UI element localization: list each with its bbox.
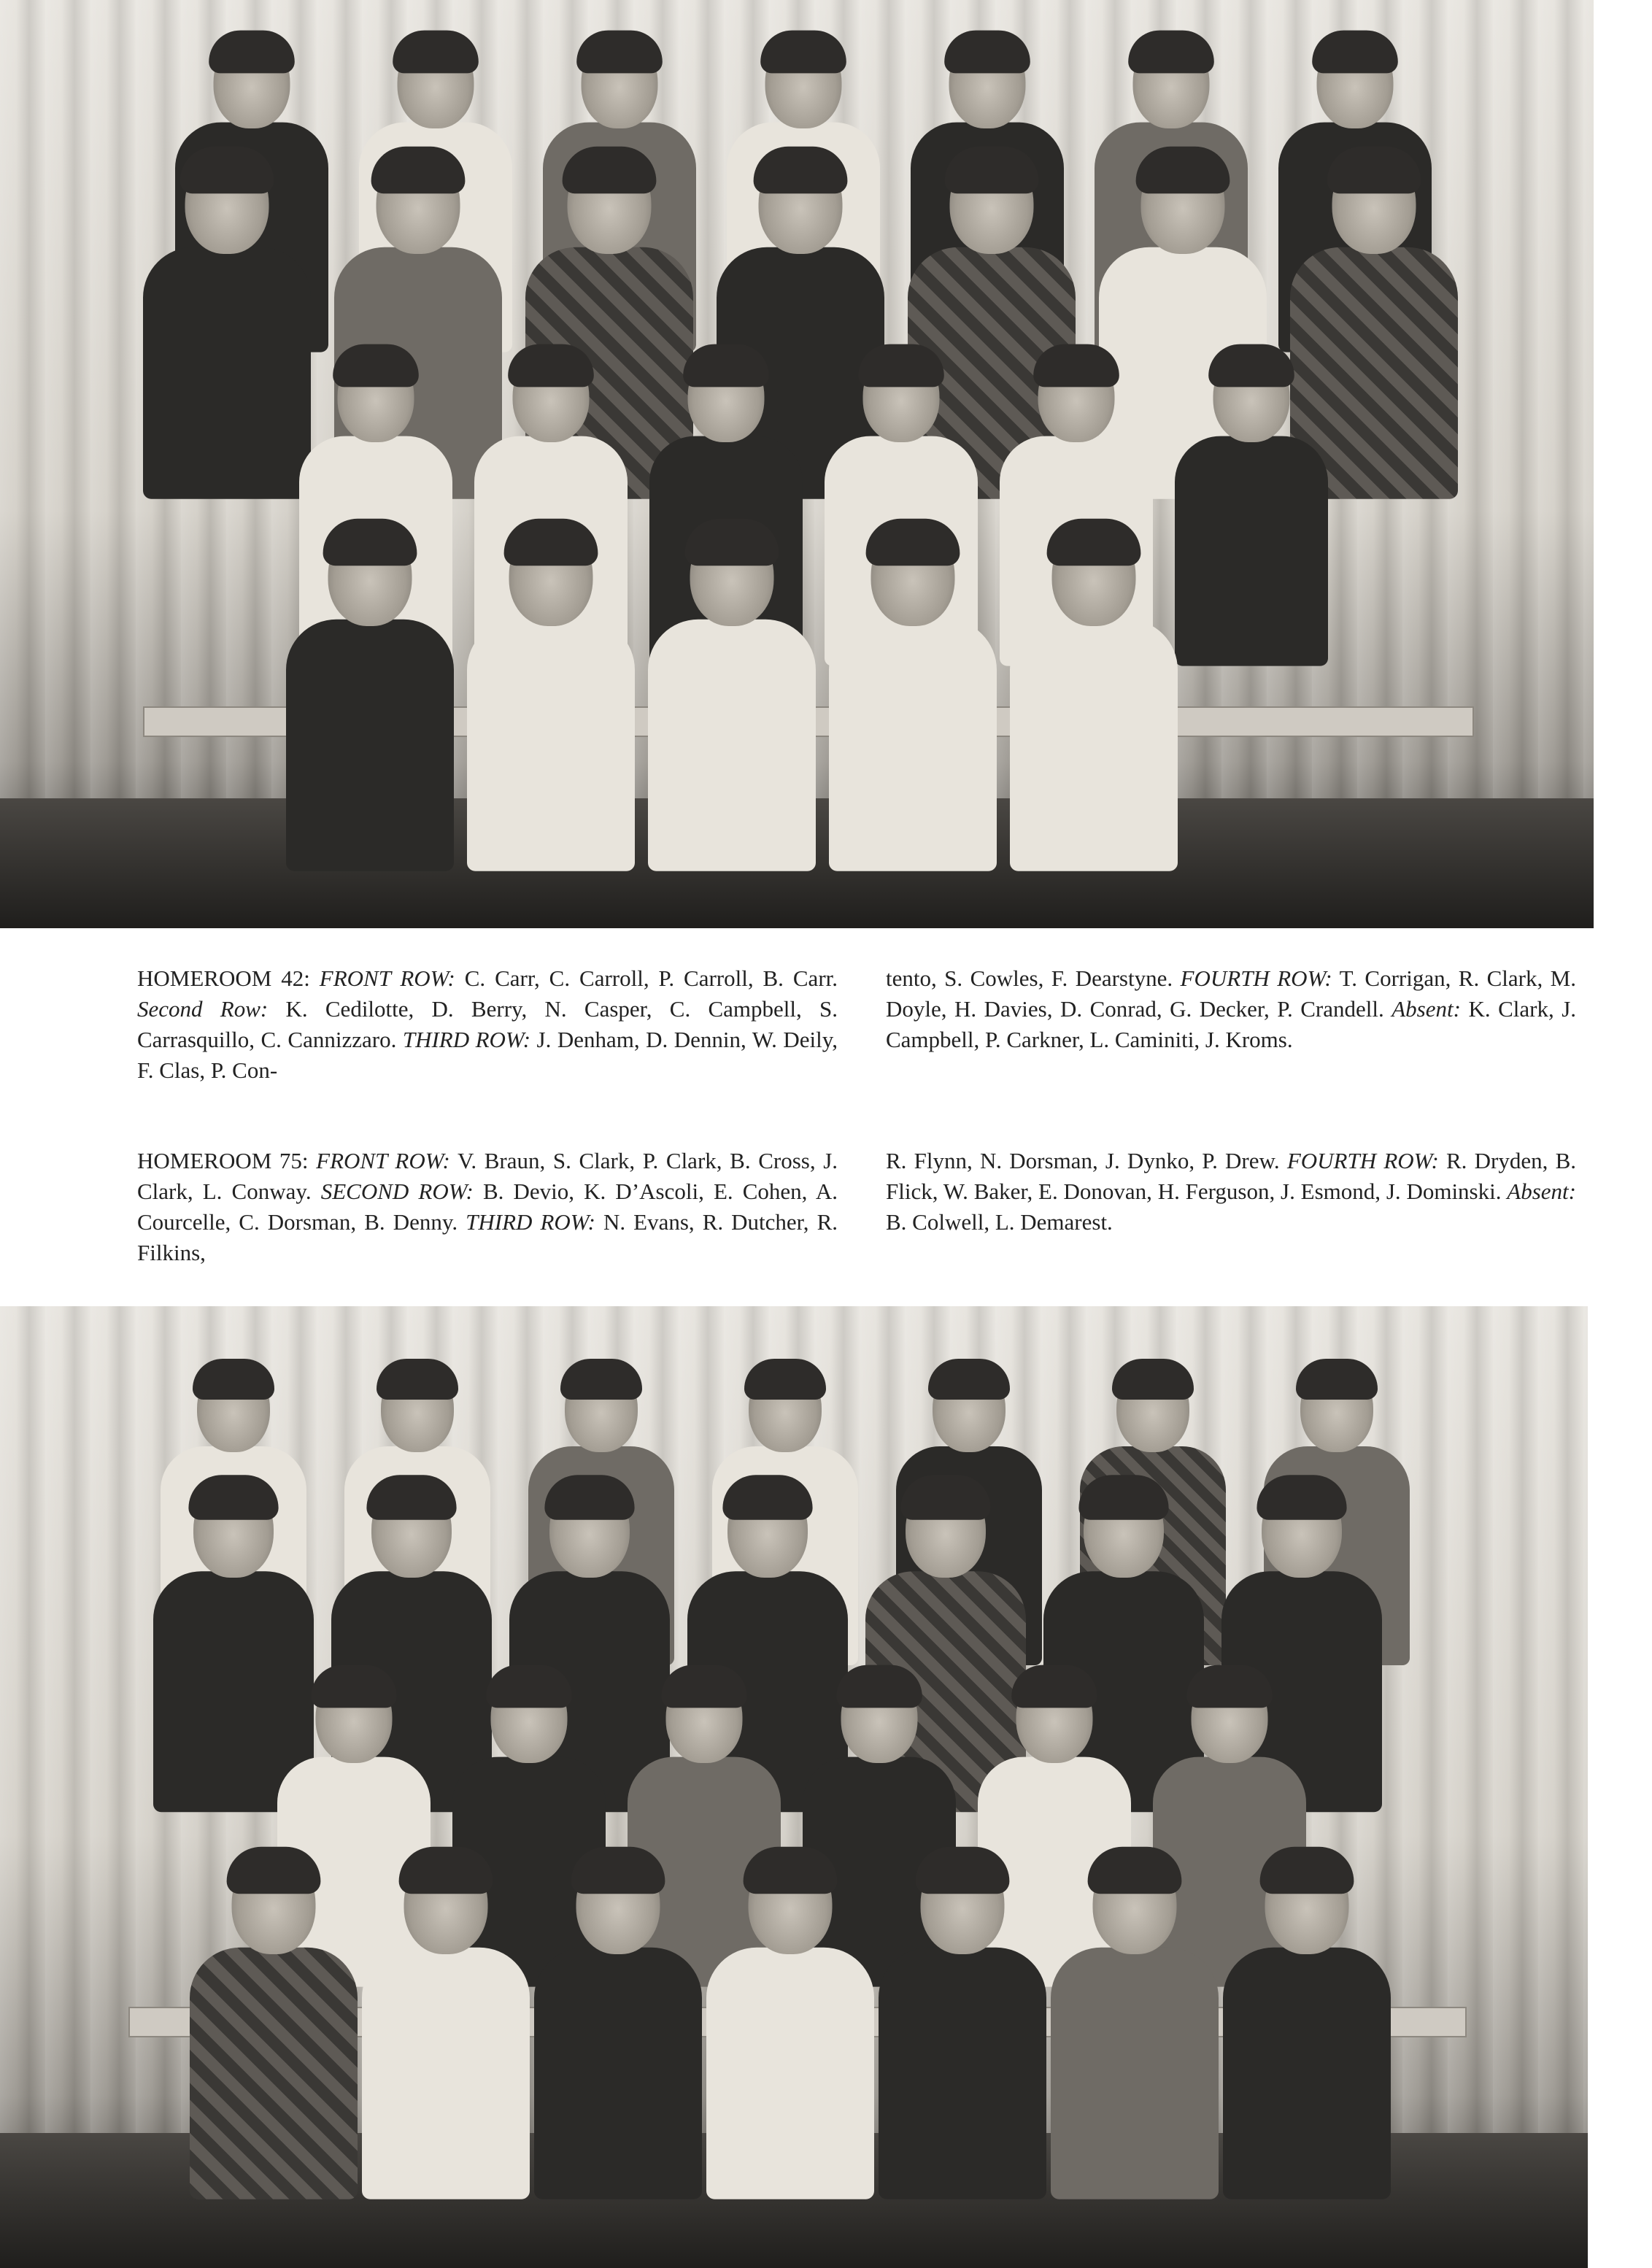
student-names: B. Devio, K. D’Ascoli, E. Cohen, A. Courcelle, C. Dorsman, B. Denny. xyxy=(137,1179,838,1235)
row-label: THIRD ROW: xyxy=(466,1209,595,1235)
student-names: J. Denham, D. Dennin, W. Deily, F. Clas, P. Con- xyxy=(137,1027,838,1083)
row-label: Absent: xyxy=(1507,1179,1576,1204)
row-label: SECOND ROW: xyxy=(320,1179,474,1204)
caption-homeroom-42-col2 xyxy=(886,963,1576,1055)
photo-row-front xyxy=(0,1854,1588,2160)
caption-homeroom-75-col1 xyxy=(137,1146,838,1268)
student-names: R. Flynn, N. Dorsman, J. Dynko, P. Drew. xyxy=(886,1148,1287,1173)
photo-row-front xyxy=(0,525,1594,832)
student-names: tento, S. Cowles, F. Dearstyne. xyxy=(886,965,1181,991)
row-label: Second Row: xyxy=(137,996,269,1022)
row-label: FRONT ROW: xyxy=(319,965,455,991)
student-names: V. Braun, S. Clark, P. Clark, B. Cross, J. Clark, L. Conway. xyxy=(137,1148,838,1204)
student-names: T. Corrigan, R. Clark, M. Doyle, H. Davies, D. Conrad, G. Decker, P. Crandell. xyxy=(886,965,1576,1022)
row-label: FRONT ROW: xyxy=(316,1148,450,1173)
student-names: C. Carr, C. Carroll, P. Carroll, B. Carr. xyxy=(455,965,838,991)
student-names: N. Evans, R. Dutcher, R. Filkins, xyxy=(137,1209,838,1265)
group-photo-homeroom-42 xyxy=(0,0,1594,928)
row-label: FOURTH ROW: xyxy=(1286,1148,1439,1173)
student-names: K. Cedilotte, D. Berry, N. Casper, C. Campbell, S. Carrasquillo, C. Cannizzaro. xyxy=(137,996,838,1052)
row-label: FOURTH ROW: xyxy=(1180,965,1332,991)
student-names: K. Clark, J. Campbell, P. Carkner, L. Caminiti, J. Kroms. xyxy=(886,996,1577,1052)
caption-homeroom-42-col1 xyxy=(137,963,838,1086)
row-label: THIRD ROW: xyxy=(402,1027,531,1052)
row-label: Absent: xyxy=(1392,996,1461,1022)
homeroom-label: HOMEROOM 75: xyxy=(137,1148,309,1173)
student-names: R. Dryden, B. Flick, W. Baker, E. Donovan, H. Ferguson, J. Esmond, J. Dominski. xyxy=(886,1148,1576,1204)
homeroom-label: HOMEROOM 42: xyxy=(137,965,310,991)
group-photo-homeroom-75 xyxy=(0,1306,1588,2268)
student-names: B. Colwell, L. Demarest. xyxy=(886,1209,1113,1235)
caption-homeroom-75-col2 xyxy=(886,1146,1576,1238)
